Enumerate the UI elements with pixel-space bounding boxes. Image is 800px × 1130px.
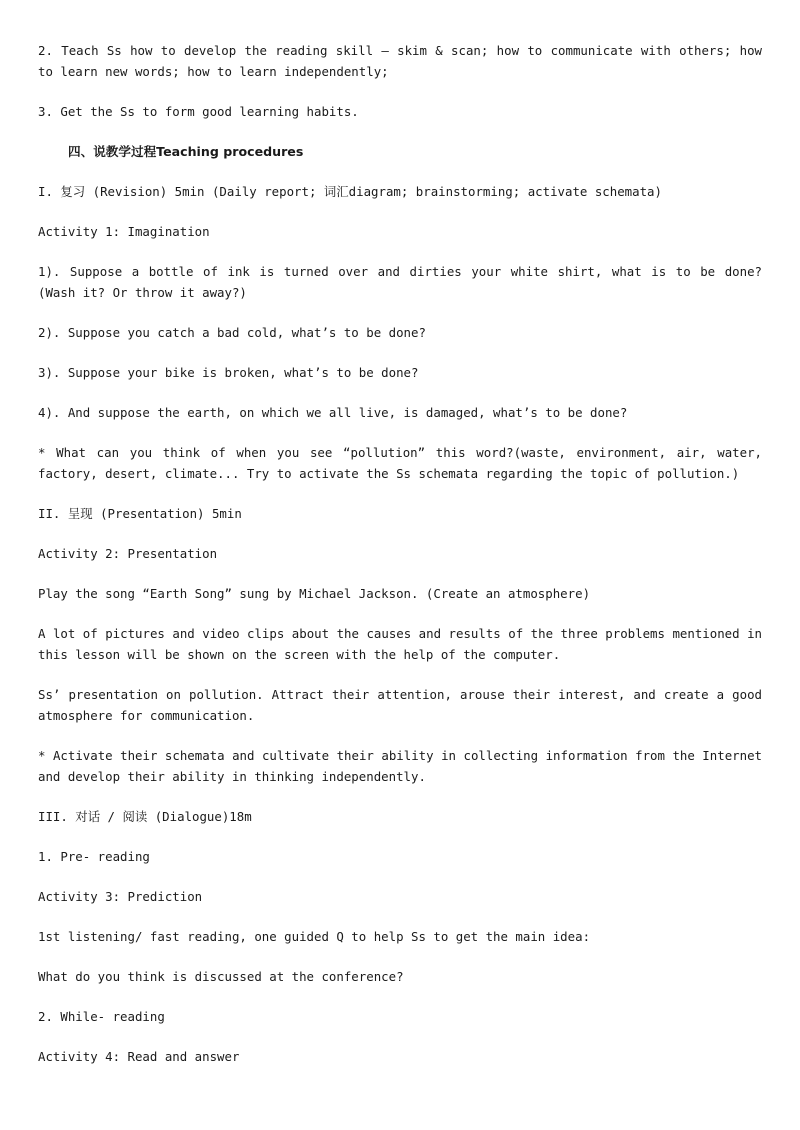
earth-song: Play the song “Earth Song” sung by Michael Jackson. (Create an atmosphere) <box>38 586 591 601</box>
activity-2-title: Activity 2: Presentation <box>38 546 218 561</box>
stage-2-presentation: II. 呈现 (Presentation) 5min <box>38 506 242 521</box>
section-heading-teaching-procedures: 四、说教学过程Teaching procedures <box>68 144 304 159</box>
stage-1-revision: I. 复习 (Revision) 5min (Daily report; 词汇diagram; brainstorming; activate schemata) <box>38 184 662 199</box>
stage-3-dialogue: III. 对话 / 阅读 (Dialogue)18m <box>38 809 252 824</box>
activity-3-title: Activity 3: Prediction <box>38 889 203 904</box>
pre-reading: 1. Pre- reading <box>38 849 150 864</box>
question-4: 4). And suppose the earth, on which we all live, is damaged, what’s to be done? <box>38 405 628 420</box>
question-2: 2). Suppose you catch a bad cold, what’s to be done? <box>38 325 426 340</box>
guided-question: What do you think is discussed at the conference? <box>38 969 404 984</box>
objective-3: 3. Get the Ss to form good learning habits. <box>38 104 359 119</box>
note-pollution: * What can you think of when you see “pollution” this word?(waste, environment, air, water, factory, desert, climate... Try to activate the Ss schemata regarding the topic of pollution.) <box>38 445 762 481</box>
pictures-video: A lot of pictures and video clips about the causes and results of the three problems mentioned in this lesson will be shown on the screen with the help of the computer. <box>38 626 762 662</box>
activity-1-title: Activity 1: Imagination <box>38 224 210 239</box>
ss-presentation: Ss’ presentation on pollution. Attract their attention, arouse their interest, and create a good atmosphere for communication. <box>38 687 762 723</box>
question-1: 1). Suppose a bottle of ink is turned over and dirties your white shirt, what is to be done? (Wash it? Or throw it away?) <box>38 264 762 300</box>
note-activate: * Activate their schemata and cultivate their ability in collecting information from the Internet and develop their ability in thinking independently. <box>38 748 762 784</box>
activity-4-title: Activity 4: Read and answer <box>38 1049 240 1064</box>
objective-2: 2. Teach Ss how to develop the reading skill — skim & scan; how to communicate with others; how to learn new words; how to learn independently; <box>38 43 762 79</box>
document-page <box>38 40 762 1086</box>
while-reading: 2. While- reading <box>38 1009 165 1024</box>
question-3: 3). Suppose your bike is broken, what’s to be done? <box>38 365 419 380</box>
first-listening: 1st listening/ fast reading, one guided Q to help Ss to get the main idea: <box>38 929 591 944</box>
